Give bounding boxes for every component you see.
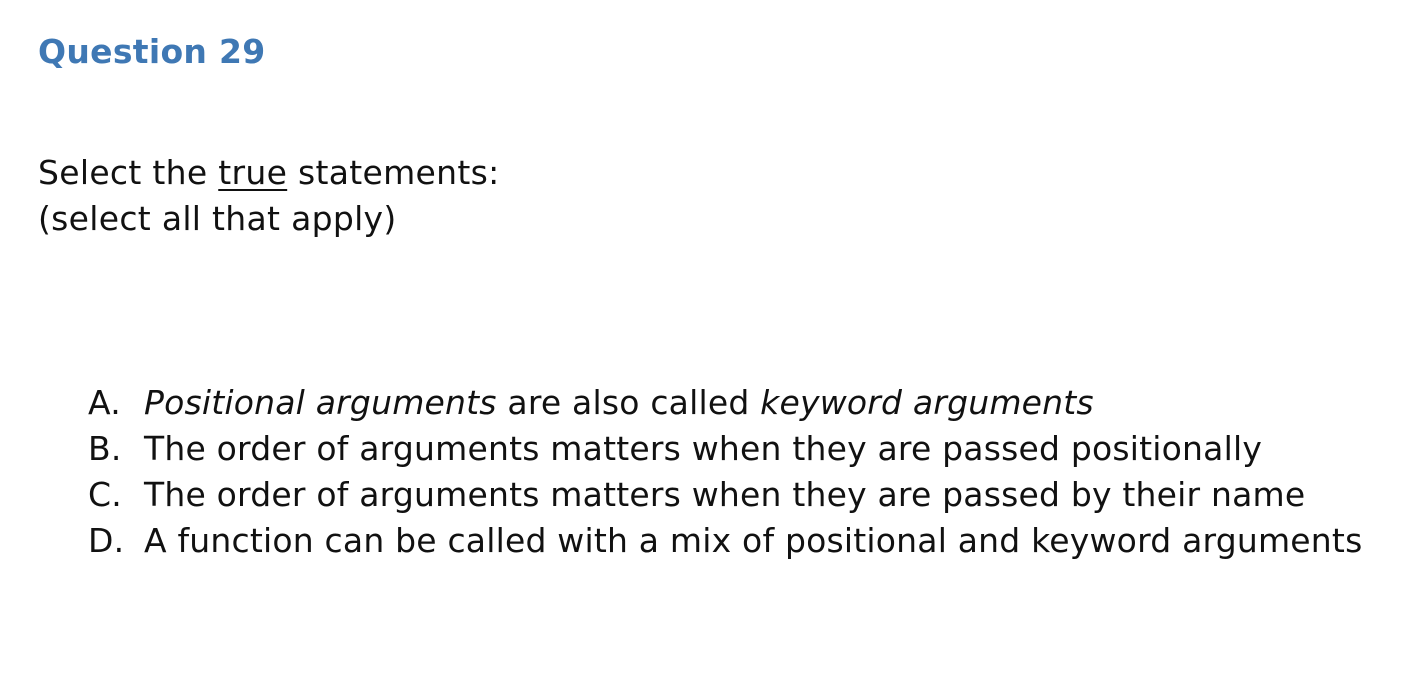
option-letter: D. bbox=[88, 521, 125, 560]
question-prompt bbox=[38, 150, 500, 242]
option-term-keyword: keyword arguments bbox=[760, 383, 1094, 422]
option-term-positional: Positional arguments bbox=[144, 383, 497, 422]
option-text-middle: are also called bbox=[496, 383, 761, 422]
answer-options bbox=[88, 380, 1388, 564]
prompt-text-before: Select the bbox=[38, 153, 219, 192]
option-letter: A. bbox=[88, 383, 121, 422]
prompt-line bbox=[38, 150, 500, 196]
option-d[interactable] bbox=[88, 518, 1388, 564]
option-text: The order of arguments matters when they are passed by their name bbox=[144, 475, 1306, 514]
question-title: Question 29 bbox=[38, 32, 266, 71]
prompt-hint: (select all that apply) bbox=[38, 199, 397, 238]
option-text: The order of arguments matters when they are passed positionally bbox=[144, 429, 1263, 468]
option-c[interactable] bbox=[88, 472, 1388, 518]
option-b[interactable] bbox=[88, 426, 1388, 472]
prompt-text-after: statements: bbox=[287, 153, 500, 192]
option-text: A function can be called with a mix of positional and keyword arguments bbox=[144, 521, 1363, 560]
option-letter: C. bbox=[88, 475, 122, 514]
prompt-underlined-word: true bbox=[218, 153, 288, 192]
option-text bbox=[144, 380, 1384, 426]
option-a[interactable] bbox=[88, 380, 1388, 426]
option-letter: B. bbox=[88, 429, 122, 468]
